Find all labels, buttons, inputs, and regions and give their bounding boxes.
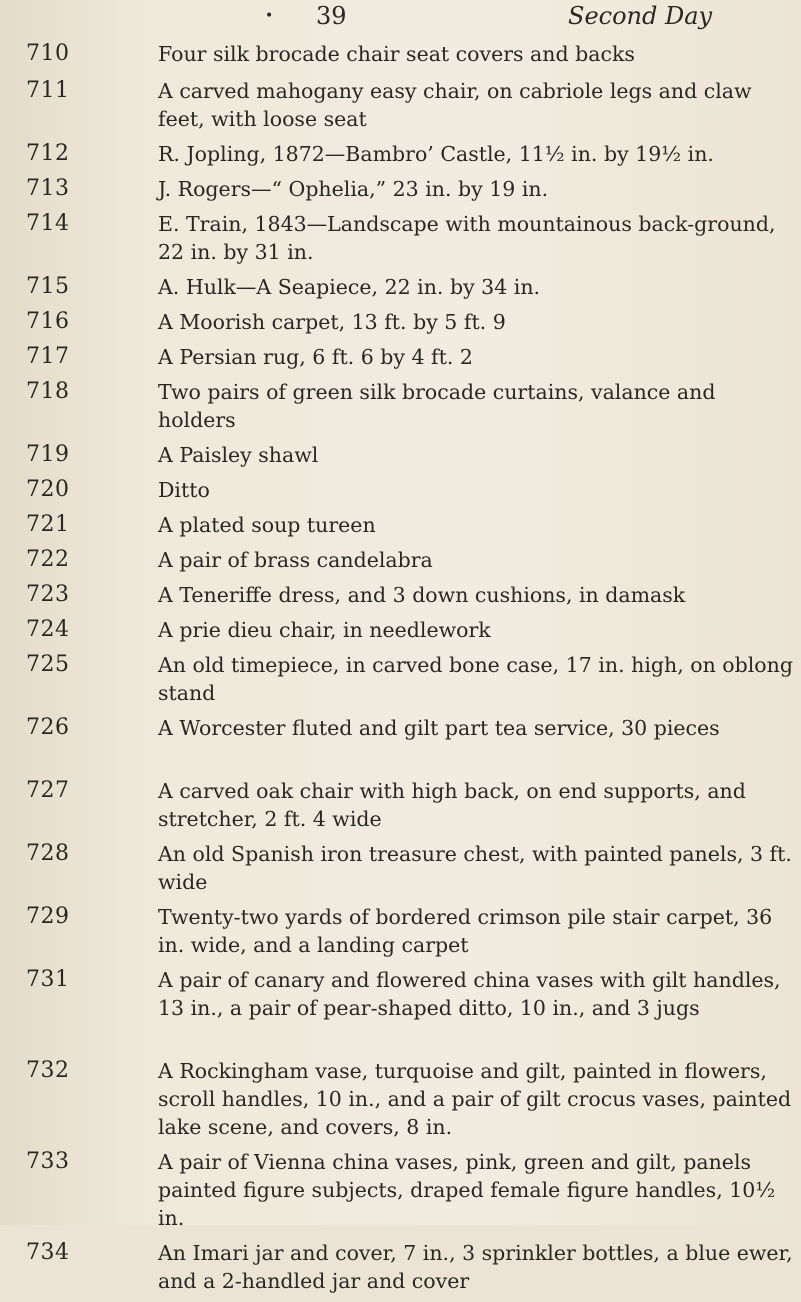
lot-number: 716 xyxy=(26,309,70,334)
lot-number: 715 xyxy=(26,274,70,299)
lot-description: A. Hulk—A Seapiece, 22 in. by 34 in. xyxy=(158,275,541,299)
lot-item xyxy=(0,903,801,959)
lot-item xyxy=(0,273,801,301)
lot-item xyxy=(0,1239,801,1295)
lot-description: J. Rogers—“ Ophelia,” 23 in. by 19 in. xyxy=(158,177,549,201)
page-header xyxy=(0,2,801,38)
lot-number: 722 xyxy=(26,547,70,572)
lot-item xyxy=(0,40,801,70)
lot-number: 732 xyxy=(26,1058,70,1083)
lot-item xyxy=(0,1057,801,1141)
lot-item xyxy=(0,777,801,833)
lot-item xyxy=(0,343,801,371)
lot-description: A Teneriffe dress, and 3 down cushions, in damask xyxy=(158,583,686,607)
lot-description: An old Spanish iron treasure chest, with painted panels, 3 ft. wide xyxy=(158,842,792,894)
lot-number: 734 xyxy=(26,1240,70,1265)
lot-description: Twenty-two yards of bordered crimson pile stair carpet, 36 in. wide, and a landing carpet xyxy=(158,905,773,957)
lot-item xyxy=(0,175,801,203)
lot-item xyxy=(0,77,801,133)
lot-item xyxy=(0,581,801,609)
lot-number: 727 xyxy=(26,778,70,803)
lot-list xyxy=(0,40,801,1302)
lot-description: An old timepiece, in carved bone case, 17 in. high, on oblong stand xyxy=(158,653,793,705)
lot-number: 719 xyxy=(26,442,70,467)
lot-description: An Imari jar and cover, 7 in., 3 sprinkler bottles, a blue ewer, and a 2-handled jar and cover xyxy=(158,1241,793,1293)
lot-number: 717 xyxy=(26,344,70,369)
lot-item xyxy=(0,616,801,644)
lot-description: Four silk brocade chair seat covers and backs xyxy=(158,42,635,66)
lot-description: A Rockingham vase, turquoise and gilt, painted in flowers, scroll handles, 10 in., and a pair of gilt crocus vases, painted lake scene, and covers, 8 in. xyxy=(158,1059,792,1139)
lot-item xyxy=(0,546,801,574)
lot-item xyxy=(0,476,801,504)
lot-description: Ditto xyxy=(158,478,210,502)
lot-description: A Persian rug, 6 ft. 6 by 4 ft. 2 xyxy=(158,345,473,369)
lot-description: A Worcester fluted and gilt part tea service, 30 pieces xyxy=(158,716,720,740)
lot-number: 731 xyxy=(26,967,70,992)
lot-item xyxy=(0,1148,801,1232)
lot-number: 720 xyxy=(26,477,70,502)
lot-item xyxy=(0,441,801,469)
lot-item xyxy=(0,714,801,770)
lot-description: R. Jopling, 1872—Bambro’ Castle, 11½ in. by 19½ in. xyxy=(158,142,714,166)
lot-number: 729 xyxy=(26,904,70,929)
lot-item xyxy=(0,840,801,896)
lot-description: A carved oak chair with high back, on end supports, and stretcher, 2 ft. 4 wide xyxy=(158,779,746,831)
lot-number: 714 xyxy=(26,211,70,236)
lot-description: A plated soup tureen xyxy=(158,513,376,537)
lot-number: 713 xyxy=(26,176,70,201)
lot-description: A Moorish carpet, 13 ft. by 5 ft. 9 xyxy=(158,310,506,334)
lot-item xyxy=(0,210,801,266)
bullet-mark: • xyxy=(265,8,274,24)
page-number: 39 xyxy=(316,2,347,30)
lot-description: Two pairs of green silk brocade curtains, valance and holders xyxy=(158,380,716,432)
lot-description: E. Train, 1843—Landscape with mountainous back-ground, 22 in. by 31 in. xyxy=(158,212,776,264)
lot-item xyxy=(0,651,801,707)
lot-number: 712 xyxy=(26,141,70,166)
lot-item xyxy=(0,511,801,539)
lot-description: A carved mahogany easy chair, on cabriole legs and claw feet, with loose seat xyxy=(158,79,752,131)
lot-number: 723 xyxy=(26,582,70,607)
lot-number: 724 xyxy=(26,617,70,642)
lot-number: 726 xyxy=(26,715,70,740)
lot-number: 710 xyxy=(26,41,70,66)
lot-number: 728 xyxy=(26,841,70,866)
section-title: Second Day xyxy=(568,2,713,30)
lot-item xyxy=(0,140,801,168)
lot-number: 711 xyxy=(26,78,70,103)
lot-description: A prie dieu chair, in needlework xyxy=(158,618,491,642)
lot-item xyxy=(0,308,801,336)
lot-number: 718 xyxy=(26,379,70,404)
lot-number: 721 xyxy=(26,512,70,537)
lot-number: 733 xyxy=(26,1149,70,1174)
lot-number: 725 xyxy=(26,652,70,677)
lot-description: A pair of brass candelabra xyxy=(158,548,433,572)
lot-description: A Paisley shawl xyxy=(158,443,319,467)
lot-item xyxy=(0,966,801,1050)
lot-description: A pair of Vienna china vases, pink, green and gilt, panels painted figure subjects, draped female figure handles, 10½ in. xyxy=(158,1150,776,1230)
lot-description: A pair of canary and flowered china vases with gilt handles, 13 in., a pair of pear-shaped ditto, 10 in., and 3 jugs xyxy=(158,968,781,1020)
lot-item xyxy=(0,378,801,434)
